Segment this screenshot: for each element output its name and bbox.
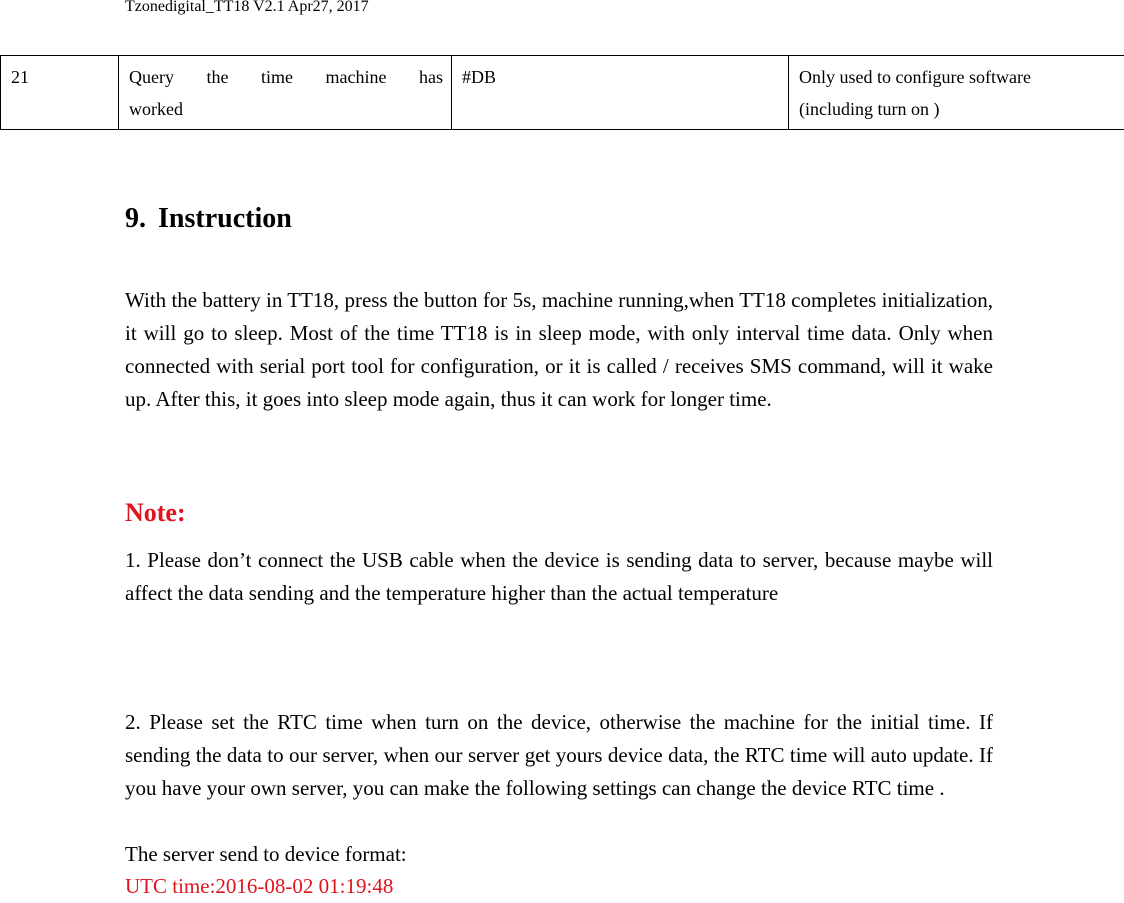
command-description-cell — [119, 56, 452, 130]
note-item-1: 1. Please don’t connect the USB cable when the device is sending data to server, because maybe will affect the data sending and the temperature higher than the actual temperature — [125, 544, 993, 610]
section-number: 9. — [125, 203, 146, 234]
table-row — [1, 56, 1124, 130]
remark-line-1: Only used to configure software — [799, 61, 1116, 93]
note-item-2: 2. Please set the RTC time when turn on the device, otherwise the machine for the initial time. If sending the data to our server, when our server get yours device data, the RTC time will auto update. If you have your own server, you can make the following settings can change the device RTC time . — [125, 706, 993, 805]
command-table — [0, 55, 1124, 130]
running-header: Tzonedigital_TT18 V2.1 Apr27, 2017 — [125, 0, 369, 17]
command-number-cell: 21 — [1, 56, 119, 130]
section-heading — [125, 201, 292, 237]
command-remark-cell — [789, 56, 1124, 130]
command-code-cell: #DB — [452, 56, 789, 130]
format-example: UTC time:2016-08-02 01:19:48 — [125, 870, 393, 903]
description-line-1: Query the time machine has — [129, 67, 443, 87]
description-line-2: worked — [129, 93, 443, 125]
remark-line-2: (including turn on ) — [799, 93, 1116, 125]
format-label: The server send to device format: — [125, 838, 407, 871]
note-heading: Note: — [125, 495, 186, 531]
instruction-paragraph: With the battery in TT18, press the button for 5s, machine running,when TT18 completes initialization, it will go to sleep. Most of the time TT18 is in sleep mode, with only interval time data. Only when connected with serial port tool for configuration, or it is called / receives SMS command, will it wake up. After this, it goes into sleep mode again, thus it can work for longer time. — [125, 284, 993, 416]
section-title: Instruction — [158, 203, 292, 234]
